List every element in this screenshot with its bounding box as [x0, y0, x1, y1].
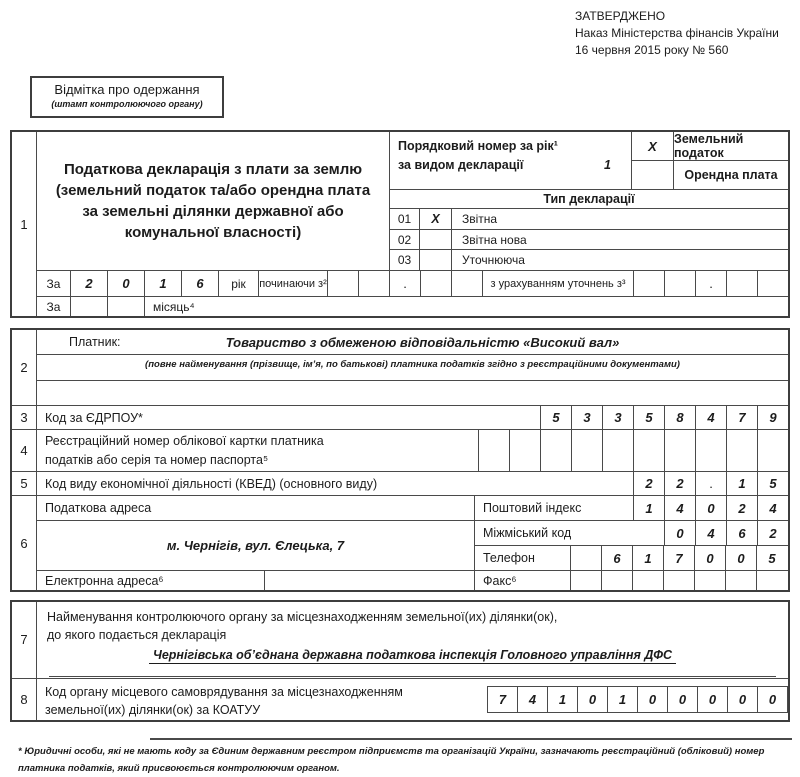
receipt-stamp-box [30, 76, 224, 118]
declaration-type-row [390, 250, 788, 270]
section-5-kved [12, 472, 788, 496]
authority-blank-line[interactable] [49, 676, 776, 677]
koatuu-label [37, 679, 488, 721]
registration-digit-cell[interactable] [726, 430, 757, 471]
dot-separator: . [389, 271, 420, 296]
section-4-registration-number [12, 430, 788, 472]
koatuu-digit-cell[interactable]: 0 [757, 686, 788, 713]
year-row [37, 271, 788, 297]
registration-digit-cell[interactable] [664, 430, 695, 471]
declaration-type-row [390, 230, 788, 251]
postal-digit-cell[interactable]: 2 [726, 496, 757, 520]
section-7-controlling-authority [12, 602, 788, 679]
clarifications-label: з урахуванням уточнень з³ [482, 271, 633, 296]
registration-number-label [37, 430, 478, 471]
kved-label: Код виду економічної діяльності (КВЕД) (основного виду) [45, 476, 378, 491]
edrpou-digit-cell[interactable]: 9 [757, 406, 788, 429]
registration-digit-cell[interactable] [571, 430, 602, 471]
kved-digit-cell[interactable]: 1 [726, 472, 757, 495]
payer-name-value[interactable]: Товариство з обмеженою відповідальністю «Високий вал» [225, 334, 620, 350]
phone-digit-cell[interactable]: 7 [663, 546, 694, 570]
clarification-cell[interactable] [664, 271, 695, 296]
starting-from-label: починаючи з² [258, 271, 327, 296]
year-digit-cell[interactable]: 1 [144, 271, 181, 296]
authority-label-line2: до якого подається декларація [47, 628, 227, 643]
type-mark-03-cell[interactable] [420, 250, 452, 270]
approval-line-2: Наказ Міністерства фінансів України [575, 26, 779, 41]
tax-address-value[interactable]: м. Чернігів, вул. Єлецька, 7 [37, 521, 474, 571]
row-number-7: 7 [12, 602, 37, 678]
controlling-authority-table [10, 600, 790, 722]
month-cell[interactable] [70, 297, 107, 316]
clarification-cell[interactable] [757, 271, 788, 296]
phone-digit-cell[interactable]: 1 [632, 546, 663, 570]
row-number-6: 6 [12, 496, 37, 590]
registration-label-line2: податків або серія та номер паспорта⁵ [45, 452, 269, 467]
koatuu-digit-cell[interactable]: 0 [637, 686, 668, 713]
koatuu-digit-cell[interactable]: 1 [547, 686, 578, 713]
koatuu-digit-cell[interactable]: 0 [727, 686, 758, 713]
koatuu-label-line2: земельної(их) ділянки(ок) за КОАТУУ [45, 703, 261, 718]
fax-digit-cell[interactable] [756, 571, 787, 590]
taxpayer-info-table [10, 328, 790, 592]
rent-label: Орендна плата [684, 168, 778, 182]
month-row [37, 297, 788, 316]
starting-month-cell[interactable] [420, 271, 451, 296]
edrpou-digit-cell[interactable]: 8 [664, 406, 695, 429]
edrpou-digit-cell[interactable]: 4 [695, 406, 726, 429]
registration-digit-cell[interactable] [540, 430, 571, 471]
koatuu-digit-cell[interactable]: 0 [697, 686, 728, 713]
row-number-8: 8 [12, 679, 37, 721]
fax-label: Факс⁶ [483, 573, 517, 588]
postal-digit-cell[interactable]: 4 [664, 496, 695, 520]
rik-label: рік [218, 271, 258, 296]
type-label-utochniuiucha: Уточнююча [462, 253, 525, 268]
dot-separator: . [695, 271, 726, 296]
row-number-4: 4 [12, 430, 37, 471]
year-za-label: За [46, 276, 61, 291]
phone-label: Телефон [483, 551, 535, 565]
payer-caption: (повне найменування (прізвище, ім’я, по батькові) платника податків згідно з реєстраційними документами) [37, 355, 788, 381]
phone-digit-cell[interactable]: 0 [725, 546, 756, 570]
area-code-digit-cell[interactable]: 4 [695, 521, 726, 545]
koatuu-digit-cell[interactable]: 7 [487, 686, 518, 713]
row-number-5: 5 [12, 472, 37, 495]
area-code-row [475, 521, 788, 546]
starting-month-cell[interactable] [451, 271, 482, 296]
type-code-01: 01 [390, 209, 420, 229]
postal-digit-cell[interactable]: 1 [633, 496, 664, 520]
fax-digit-cell[interactable] [725, 571, 756, 590]
authority-name-value[interactable]: Чернігівська об’єднана державна податкова інспекція Головного управління ДФС [149, 648, 676, 664]
year-digit-cell[interactable]: 6 [181, 271, 218, 296]
land-tax-mark-cell[interactable]: X [632, 132, 673, 161]
approval-line-1: ЗАТВЕРДЖЕНО [575, 9, 666, 23]
year-digit-cell[interactable]: 0 [107, 271, 144, 296]
registration-digit-cell[interactable] [695, 430, 726, 471]
edrpou-digit-cell[interactable]: 5 [540, 406, 571, 429]
registration-digit-cell[interactable] [757, 430, 788, 471]
section-3-edrpou [12, 406, 788, 430]
footnote-text: * Юридичні особи, які не мають коду за Єдиним державним реєстром підприємств та організацій України, зазначають реєстраційний (обліковий) номер платника податків, який присвоюється контролюючим органом. [18, 746, 765, 775]
tax-address-label: Податкова адреса [37, 496, 474, 521]
declaration-type-header: Тип декларації [390, 190, 788, 209]
payer-extra-line[interactable] [37, 381, 788, 405]
phone-digit-cell[interactable]: 0 [694, 546, 725, 570]
kved-digit-cell[interactable]: 2 [633, 472, 664, 495]
fax-digit-cell[interactable] [694, 571, 725, 590]
registration-digit-cell[interactable] [509, 430, 540, 471]
month-label: місяць⁴ [144, 297, 788, 316]
area-code-digit-cell[interactable]: 2 [757, 521, 788, 545]
postal-digit-cell[interactable]: 4 [757, 496, 788, 520]
edrpou-digit-cell[interactable]: 7 [726, 406, 757, 429]
footnote-divider [150, 738, 792, 740]
edrpou-digit-cell[interactable]: 5 [633, 406, 664, 429]
type-label-zvitna-nova: Звітна нова [462, 232, 527, 247]
type-mark-02-cell[interactable] [420, 230, 452, 250]
fax-digit-cell[interactable] [570, 571, 601, 590]
type-mark-01-cell[interactable]: X [420, 209, 452, 229]
starting-month-cell[interactable] [358, 271, 389, 296]
area-code-label: Міжміський код [483, 526, 572, 540]
phone-digit-cell[interactable]: 6 [601, 546, 632, 570]
koatuu-cells [488, 679, 788, 721]
serial-number-cell [390, 132, 632, 189]
phone-digit-cell[interactable] [570, 546, 601, 570]
approval-line-3: 16 червня 2015 року № 560 [575, 43, 729, 58]
month-cell[interactable] [107, 297, 144, 316]
year-digit-cell[interactable]: 2 [70, 271, 107, 296]
serial-label-line2: за видом декларації [398, 158, 524, 172]
koatuu-digit-cell[interactable]: 1 [607, 686, 638, 713]
postal-digit-cell[interactable]: 0 [695, 496, 726, 520]
type-code-02: 02 [390, 230, 420, 250]
approval-block [575, 8, 779, 59]
section-6-tax-address [12, 496, 788, 590]
section-2-payer [12, 330, 788, 406]
row-number-3: 3 [12, 406, 37, 429]
email-value-cell[interactable] [265, 571, 474, 590]
phone-row [475, 546, 788, 571]
stamp-subtitle: (штамп контролюючого органу) [51, 99, 203, 109]
row-number-1: 1 [12, 132, 37, 316]
land-tax-label: Земельний податок [674, 132, 788, 161]
area-code-digit-cell[interactable]: 6 [726, 521, 757, 545]
type-label-zvitna: Звітна [462, 211, 498, 226]
authority-label-line1: Найменування контролюючого органу за місцезнаходженням земельної(их) ділянки(ок), [47, 610, 558, 624]
clarification-cell[interactable] [726, 271, 757, 296]
authority-value-line [47, 646, 778, 664]
clarification-cell[interactable] [633, 271, 664, 296]
month-za-label: За [46, 299, 61, 314]
area-code-digit-cell[interactable]: 0 [664, 521, 695, 545]
fax-row [475, 571, 788, 590]
fax-digit-cell[interactable] [632, 571, 663, 590]
registration-digit-cell[interactable] [602, 430, 633, 471]
email-label: Електронна адреса⁶ [37, 571, 265, 590]
row-number-2: 2 [12, 330, 37, 405]
section-8-koatuu [12, 679, 788, 721]
kved-dot-cell: . [695, 472, 726, 495]
fax-digit-cell[interactable] [601, 571, 632, 590]
declaration-type-row [390, 209, 788, 230]
kved-digit-cell[interactable]: 5 [757, 472, 788, 495]
rent-mark-cell[interactable] [632, 161, 673, 189]
koatuu-digit-cell[interactable]: 0 [577, 686, 608, 713]
phone-digit-cell[interactable]: 5 [756, 546, 787, 570]
section-1-declaration-header [10, 130, 790, 318]
fax-digit-cell[interactable] [663, 571, 694, 590]
postal-index-label: Поштовий індекс [483, 501, 582, 515]
koatuu-label-line1: Код органу місцевого самоврядування за місцезнаходженням [45, 684, 403, 699]
edrpou-digit-cell[interactable]: 3 [602, 406, 633, 429]
payer-label: Платник: [69, 335, 121, 349]
postal-index-row [475, 496, 788, 521]
registration-label-line1: Реєстраційний номер облікової картки платника [45, 434, 324, 449]
koatuu-digit-cell[interactable]: 0 [667, 686, 698, 713]
starting-month-cell[interactable] [327, 271, 358, 296]
stamp-title: Відмітка про одержання [54, 82, 200, 97]
serial-value[interactable]: 1 [604, 158, 611, 172]
declaration-title: Податкова декларація з плати за землю (земельний податок та/або орендна плата за земельні ділянки державної або комунальної власності) [37, 132, 390, 270]
type-code-03: 03 [390, 250, 420, 270]
edrpou-digit-cell[interactable]: 3 [571, 406, 602, 429]
koatuu-digit-cell[interactable]: 4 [517, 686, 548, 713]
serial-label-line1: Порядковий номер за рік¹ [398, 139, 558, 153]
kved-digit-cell[interactable]: 2 [664, 472, 695, 495]
registration-digit-cell[interactable] [478, 430, 509, 471]
edrpou-label: Код за ЄДРПОУ* [45, 410, 143, 425]
registration-digit-cell[interactable] [633, 430, 664, 471]
